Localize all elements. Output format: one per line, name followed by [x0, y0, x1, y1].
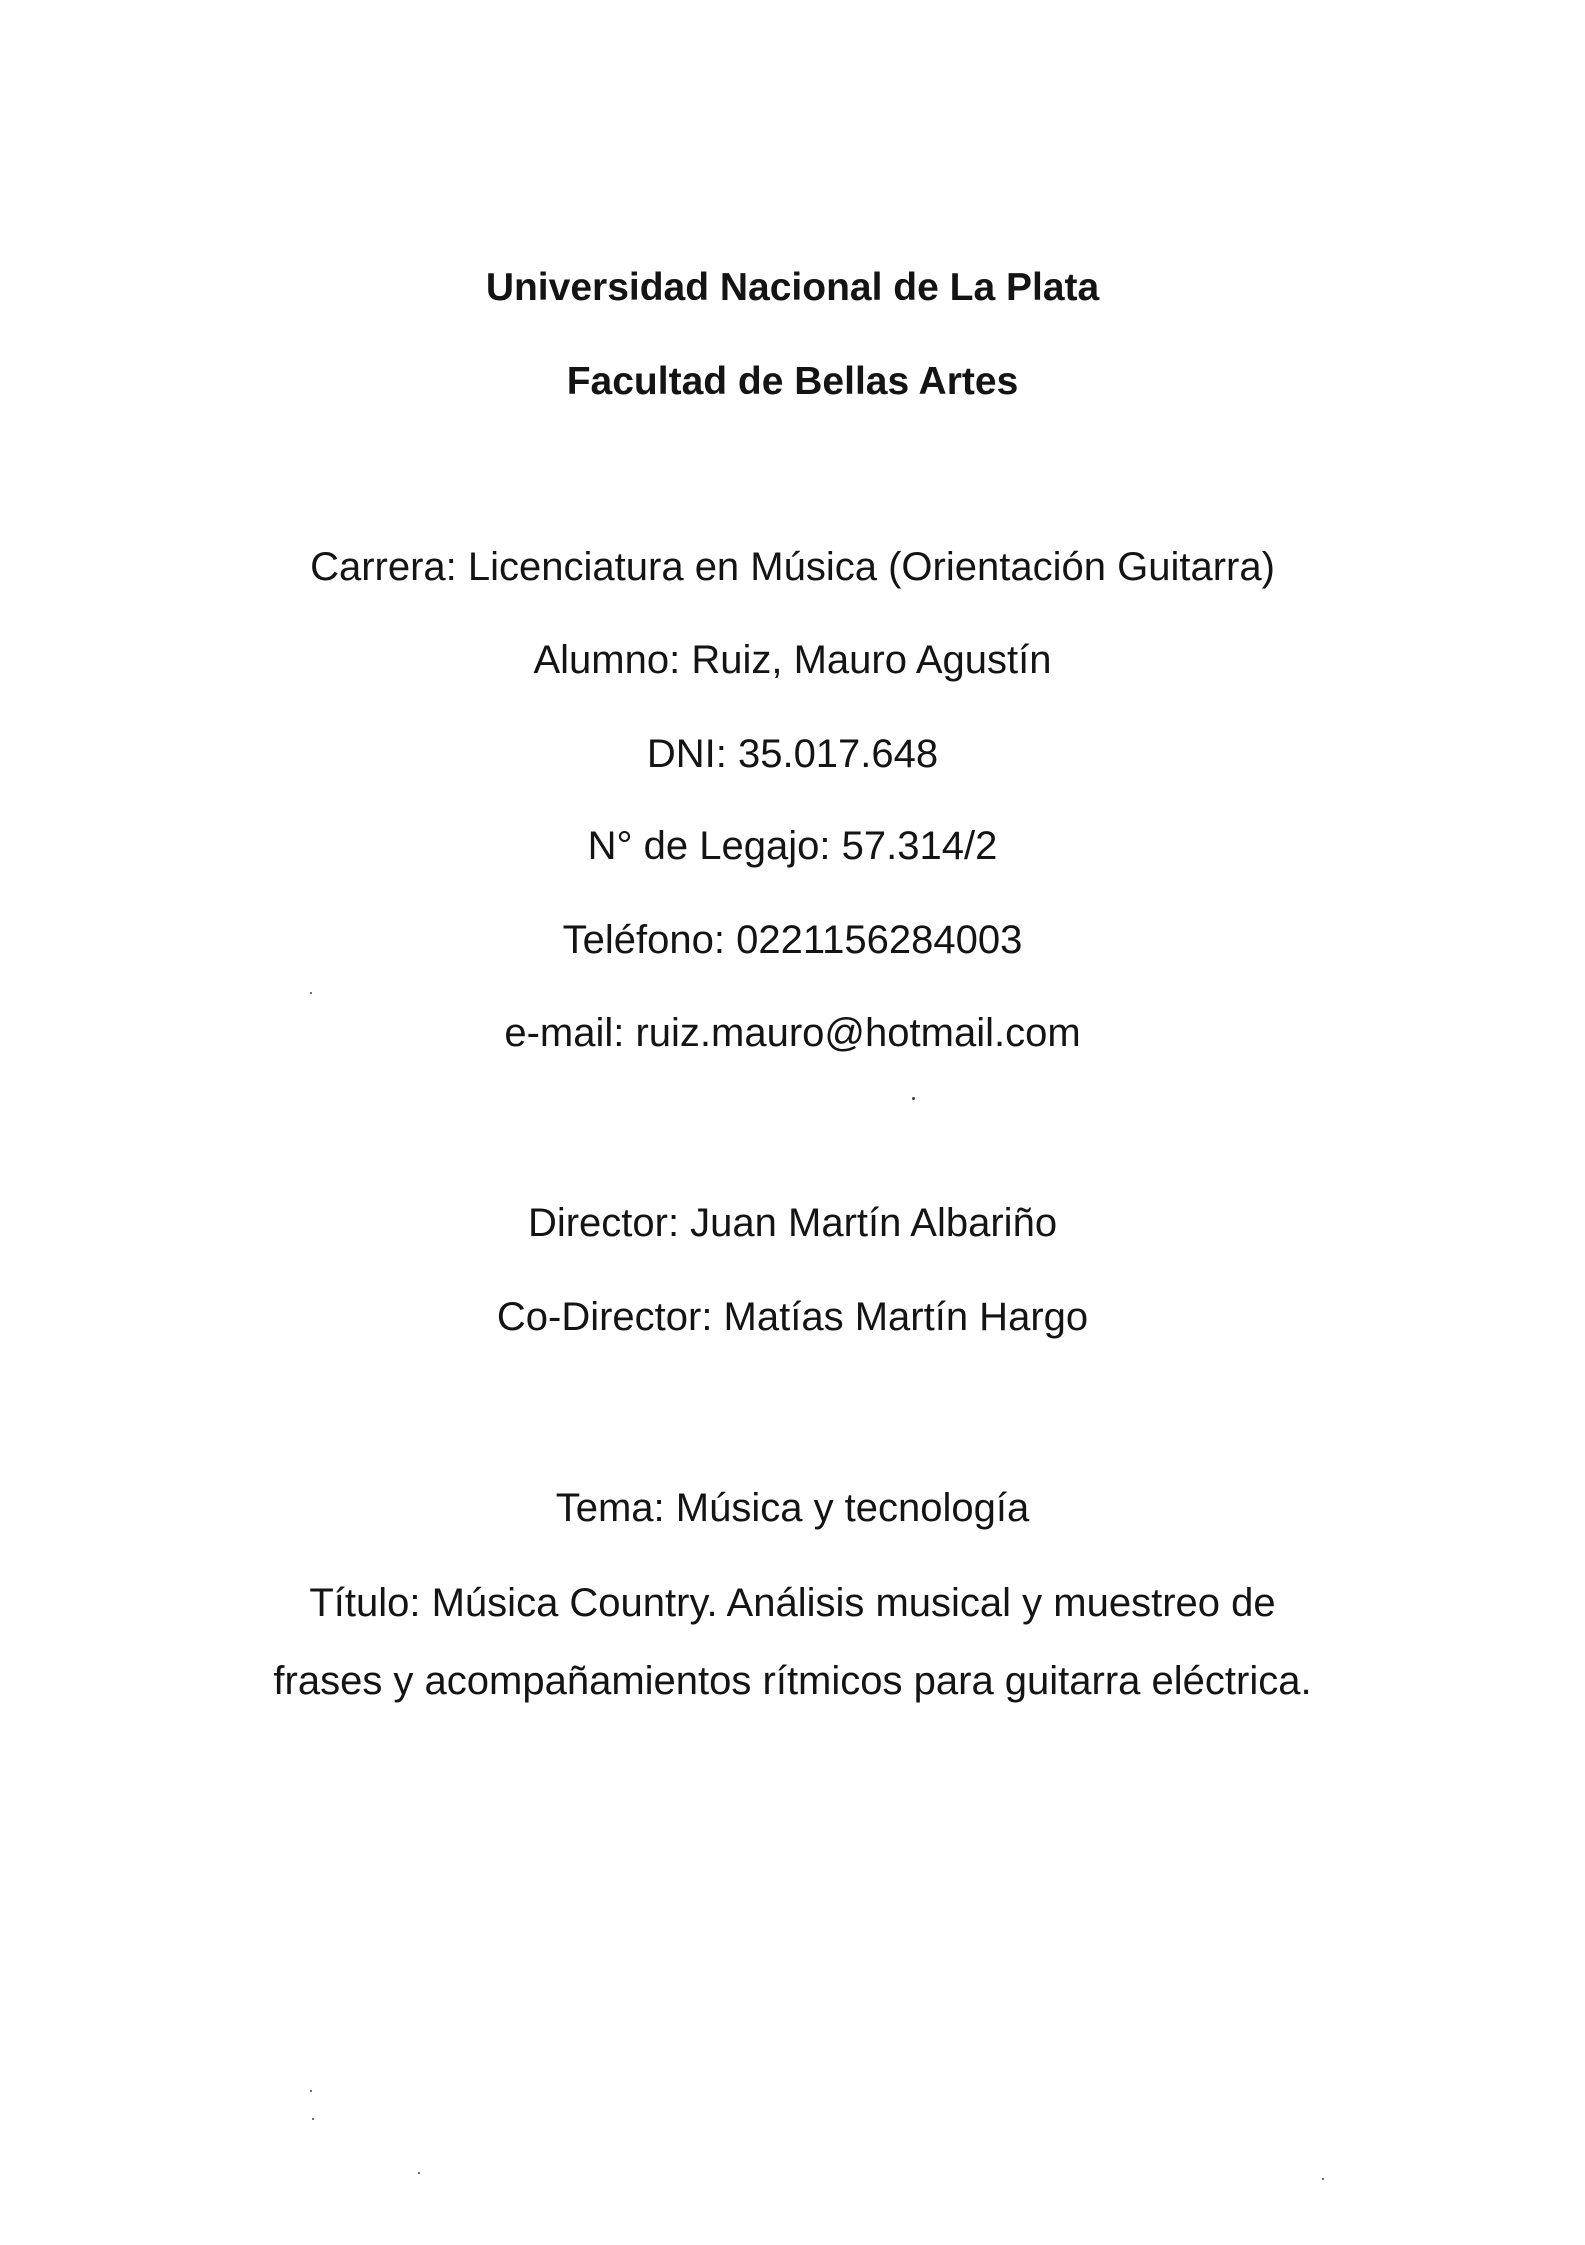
phone-line: Teléfono: 0221156284003 [562, 918, 1023, 962]
scan-speck [310, 2090, 312, 2092]
topic-line: Tema: Música y tecnología [555, 1486, 1030, 1530]
scan-speck [312, 2118, 314, 2120]
faculty-name: Facultad de Bellas Artes [566, 360, 1019, 403]
scan-speck [418, 2172, 420, 2174]
scan-speck [912, 1097, 915, 1100]
scan-speck [310, 992, 312, 994]
student-name-line: Alumno: Ruiz, Mauro Agustín [533, 638, 1052, 682]
thesis-title-line-2: frases y acompañamientos rítmicos para guitarra eléctrica. [273, 1659, 1312, 1703]
director-line: Director: Juan Martín Albariño [527, 1201, 1058, 1245]
dni-line: DNI: 35.017.648 [646, 732, 939, 776]
career-line: Carrera: Licenciatura en Música (Orientación Guitarra) [310, 545, 1275, 589]
university-name: Universidad Nacional de La Plata [485, 266, 1100, 309]
file-number-line: N° de Legajo: 57.314/2 [587, 824, 998, 868]
scan-speck [1322, 2178, 1324, 2180]
thesis-title-line-1: Título: Música Country. Análisis musical y muestreo de [309, 1581, 1276, 1625]
email-line: e-mail: ruiz.mauro@hotmail.com [504, 1011, 1081, 1055]
co-director-line: Co-Director: Matías Martín Hargo [496, 1295, 1089, 1339]
